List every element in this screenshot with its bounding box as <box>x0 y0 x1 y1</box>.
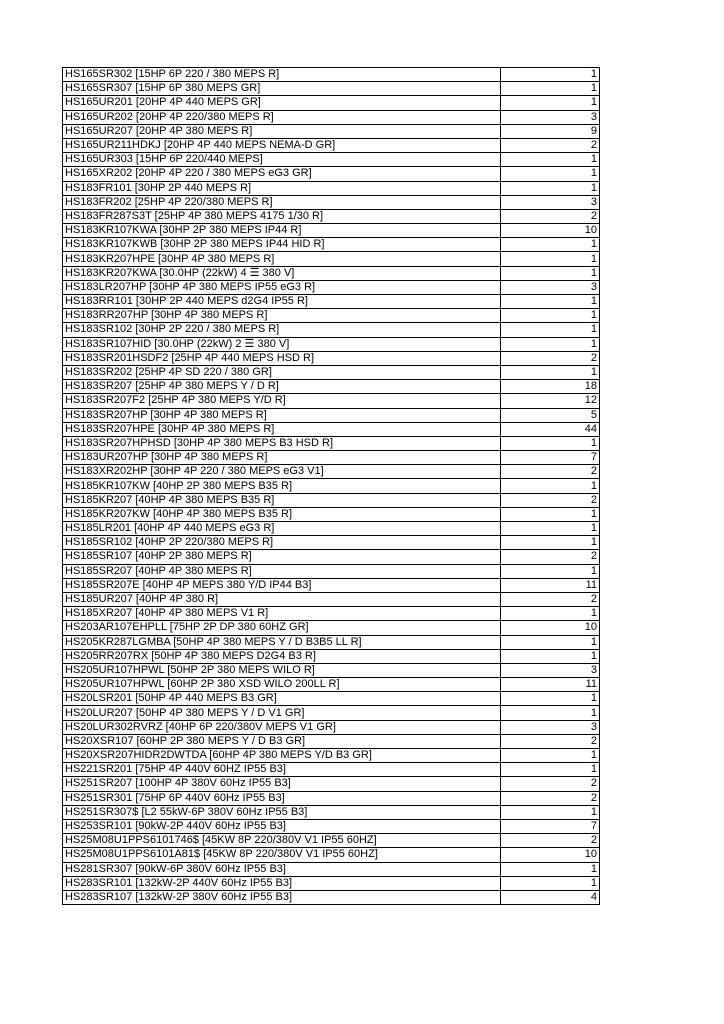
table-row <box>63 734 600 748</box>
item-description-cell: HS20XSR107 [60HP 2P 380 MEPS Y / D B3 GR] <box>63 734 501 748</box>
item-description-cell: HS251SR307$ [L2 55kW-6P 380V 60Hz IP55 B3] <box>63 805 501 819</box>
quantity-cell: 10 <box>501 621 600 635</box>
table-row <box>63 649 600 663</box>
table-row <box>63 68 600 82</box>
quantity-cell: 2 <box>501 493 600 507</box>
quantity-cell: 9 <box>501 124 600 138</box>
table-row <box>63 621 600 635</box>
item-description-cell: HS183SR207HPE [30HP 4P 380 MEPS R] <box>63 422 501 436</box>
table-row <box>63 309 600 323</box>
quantity-cell: 1 <box>501 82 600 96</box>
item-description-cell: HS183KR207HPE [30HP 4P 380 MEPS R] <box>63 252 501 266</box>
quantity-cell: 1 <box>501 805 600 819</box>
item-description-cell: HS183SR102 [30HP 2P 220 / 380 MEPS R] <box>63 323 501 337</box>
item-description-cell: HS183SR107HID [30.0HP (22kW) 2 ☰ 380 V] <box>63 337 501 351</box>
quantity-cell: 2 <box>501 791 600 805</box>
table-row <box>63 238 600 252</box>
item-description-cell: HS165UR207 [20HP 4P 380 MEPS R] <box>63 124 501 138</box>
quantity-cell: 1 <box>501 706 600 720</box>
quantity-cell: 2 <box>501 138 600 152</box>
quantity-cell: 1 <box>501 763 600 777</box>
quantity-cell: 12 <box>501 394 600 408</box>
item-description-cell: HS20LUR302RVRZ [40HP 6P 220/380V MEPS V1 GR] <box>63 720 501 734</box>
table-row <box>63 110 600 124</box>
item-description-cell: HS20XSR207HIDR2DWTDA [60HP 4P 380 MEPS Y/D B3 GR] <box>63 749 501 763</box>
quantity-cell: 1 <box>501 436 600 450</box>
table-row <box>63 408 600 422</box>
quantity-cell: 2 <box>501 351 600 365</box>
quantity-cell: 1 <box>501 876 600 890</box>
quantity-cell: 5 <box>501 408 600 422</box>
quantity-cell: 1 <box>501 337 600 351</box>
item-description-cell: HS183FR202 [25HP 4P 220/380 MEPS R] <box>63 195 501 209</box>
table-row <box>63 167 600 181</box>
table-row <box>63 96 600 110</box>
quantity-cell: 1 <box>501 68 600 82</box>
quantity-cell: 7 <box>501 451 600 465</box>
table-row <box>63 394 600 408</box>
item-description-cell: HS185SR207 [40HP 4P 380 MEPS R] <box>63 564 501 578</box>
table-row <box>63 550 600 564</box>
table-row <box>63 706 600 720</box>
table-row <box>63 451 600 465</box>
table-row <box>63 337 600 351</box>
table-row <box>63 153 600 167</box>
table-row <box>63 564 600 578</box>
table-row <box>63 124 600 138</box>
item-description-cell: HS183FR101 [30HP 2P 440 MEPS R] <box>63 181 501 195</box>
item-description-cell: HS283SR101 [132kW-2P 440V 60Hz IP55 B3] <box>63 876 501 890</box>
table-row <box>63 82 600 96</box>
quantity-cell: 1 <box>501 323 600 337</box>
quantity-cell: 1 <box>501 266 600 280</box>
quantity-cell: 1 <box>501 309 600 323</box>
quantity-cell: 11 <box>501 678 600 692</box>
item-description-cell: HS205UR107HPWL [50HP 2P 380 MEPS WILO R] <box>63 663 501 677</box>
table-row <box>63 181 600 195</box>
item-description-cell: HS183SR202 [25HP 4P SD 220 / 380 GR] <box>63 365 501 379</box>
quantity-cell: 1 <box>501 181 600 195</box>
table-row <box>63 224 600 238</box>
quantity-cell: 3 <box>501 110 600 124</box>
item-description-cell: HS183KR107KWA [30HP 2P 380 MEPS IP44 R] <box>63 224 501 238</box>
item-description-cell: HS25M08U1PPS6101A81$ [45KW 8P 220/380V V1 IP55 60HZ] <box>63 848 501 862</box>
quantity-cell: 2 <box>501 209 600 223</box>
inventory-table-body <box>63 68 600 905</box>
quantity-cell: 2 <box>501 465 600 479</box>
quantity-cell: 4 <box>501 890 600 904</box>
table-row <box>63 635 600 649</box>
item-description-cell: HS251SR301 [75HP 6P 440V 60Hz IP55 B3] <box>63 791 501 805</box>
table-row <box>63 436 600 450</box>
item-description-cell: HS165UR202 [20HP 4P 220/380 MEPS R] <box>63 110 501 124</box>
table-row <box>63 848 600 862</box>
quantity-cell: 18 <box>501 380 600 394</box>
quantity-cell: 1 <box>501 365 600 379</box>
table-row <box>63 252 600 266</box>
table-row <box>63 507 600 521</box>
table-row <box>63 323 600 337</box>
item-description-cell: HS183SR207F2 [25HP 4P 380 MEPS Y/D R] <box>63 394 501 408</box>
item-description-cell: HS185UR207 [40HP 4P 380 R] <box>63 592 501 606</box>
table-row <box>63 805 600 819</box>
table-row <box>63 351 600 365</box>
table-row <box>63 777 600 791</box>
table-row <box>63 493 600 507</box>
quantity-cell: 1 <box>501 692 600 706</box>
quantity-cell: 3 <box>501 195 600 209</box>
table-row <box>63 422 600 436</box>
table-row <box>63 749 600 763</box>
item-description-cell: HS183LR207HP [30HP 4P 380 MEPS IP55 eG3 R] <box>63 280 501 294</box>
table-row <box>63 138 600 152</box>
inventory-table <box>62 67 600 905</box>
table-row <box>63 819 600 833</box>
item-description-cell: HS183RR101 [30HP 2P 440 MEPS d2G4 IP55 R] <box>63 295 501 309</box>
quantity-cell: 1 <box>501 536 600 550</box>
item-description-cell: HS221SR201 [75HP 4P 440V 60HZ IP55 B3] <box>63 763 501 777</box>
item-description-cell: HS183SR201HSDF2 [25HP 4P 440 MEPS HSD R] <box>63 351 501 365</box>
item-description-cell: HS281SR307 [90kW-6P 380V 60Hz IP55 B3] <box>63 862 501 876</box>
item-description-cell: HS205UR107HPWL [60HP 2P 380 XSD WILO 200LL R] <box>63 678 501 692</box>
quantity-cell: 1 <box>501 749 600 763</box>
item-description-cell: HS283SR107 [132kW-2P 380V 60Hz IP55 B3] <box>63 890 501 904</box>
item-description-cell: HS165UR211HDKJ [20HP 4P 440 MEPS NEMA-D GR] <box>63 138 501 152</box>
item-description-cell: HS185LR201 [40HP 4P 440 MEPS eG3 R] <box>63 522 501 536</box>
quantity-cell: 1 <box>501 607 600 621</box>
table-row <box>63 791 600 805</box>
quantity-cell: 1 <box>501 522 600 536</box>
quantity-cell: 1 <box>501 252 600 266</box>
item-description-cell: HS205KR287LGMBA [50HP 4P 380 MEPS Y / D B3B5 LL R] <box>63 635 501 649</box>
quantity-cell: 2 <box>501 777 600 791</box>
quantity-cell: 10 <box>501 848 600 862</box>
quantity-cell: 10 <box>501 224 600 238</box>
quantity-cell: 1 <box>501 153 600 167</box>
quantity-cell: 2 <box>501 734 600 748</box>
item-description-cell: HS185KR107KW [40HP 2P 380 MEPS B35 R] <box>63 479 501 493</box>
table-row <box>63 834 600 848</box>
quantity-cell: 3 <box>501 280 600 294</box>
item-description-cell: HS185KR207 [40HP 4P 380 MEPS B35 R] <box>63 493 501 507</box>
quantity-cell: 1 <box>501 862 600 876</box>
table-row <box>63 890 600 904</box>
quantity-cell: 1 <box>501 96 600 110</box>
item-description-cell: HS185SR102 [40HP 2P 220/380 MEPS R] <box>63 536 501 550</box>
quantity-cell: 1 <box>501 649 600 663</box>
item-description-cell: HS203AR107EHPLL [75HP 2P DP 380 60HZ GR] <box>63 621 501 635</box>
item-description-cell: HS20LUR207 [50HP 4P 380 MEPS Y / D V1 GR] <box>63 706 501 720</box>
item-description-cell: HS165UR201 [20HP 4P 440 MEPS GR] <box>63 96 501 110</box>
quantity-cell: 3 <box>501 663 600 677</box>
item-description-cell: HS185SR107 [40HP 2P 380 MEPS R] <box>63 550 501 564</box>
table-row <box>63 365 600 379</box>
table-row <box>63 195 600 209</box>
quantity-cell: 11 <box>501 578 600 592</box>
quantity-cell: 3 <box>501 720 600 734</box>
quantity-cell: 2 <box>501 550 600 564</box>
quantity-cell: 1 <box>501 479 600 493</box>
item-description-cell: HS165SR302 [15HP 6P 220 / 380 MEPS R] <box>63 68 501 82</box>
table-row <box>63 465 600 479</box>
item-description-cell: HS183KR207KWA [30.0HP (22kW) 4 ☰ 380 V] <box>63 266 501 280</box>
quantity-cell: 2 <box>501 592 600 606</box>
item-description-cell: HS185XR207 [40HP 4P 380 MEPS V1 R] <box>63 607 501 621</box>
item-description-cell: HS165UR303 [15HP 6P 220/440 MEPS] <box>63 153 501 167</box>
item-description-cell: HS183SR207HP [30HP 4P 380 MEPS R] <box>63 408 501 422</box>
item-description-cell: HS185KR207KW [40HP 4P 380 MEPS B35 R] <box>63 507 501 521</box>
table-row <box>63 876 600 890</box>
quantity-cell: 1 <box>501 507 600 521</box>
item-description-cell: HS20LSR201 [50HP 4P 440 MEPS B3 GR] <box>63 692 501 706</box>
quantity-cell: 1 <box>501 167 600 181</box>
quantity-cell: 1 <box>501 295 600 309</box>
item-description-cell: HS183UR207HP [30HP 4P 380 MEPS R] <box>63 451 501 465</box>
item-description-cell: HS25M08U1PPS6101746$ [45KW 8P 220/380V V1 IP55 60HZ] <box>63 834 501 848</box>
table-row <box>63 266 600 280</box>
item-description-cell: HS205RR207RX [50HP 4P 380 MEPS D2G4 B3 R] <box>63 649 501 663</box>
table-row <box>63 607 600 621</box>
quantity-cell: 7 <box>501 819 600 833</box>
item-description-cell: HS251SR207 [100HP 4P 380V 60Hz IP55 B3] <box>63 777 501 791</box>
table-row <box>63 592 600 606</box>
table-row <box>63 280 600 294</box>
table-row <box>63 536 600 550</box>
table-row <box>63 862 600 876</box>
table-row <box>63 763 600 777</box>
item-description-cell: HS183FR287S3T [25HP 4P 380 MEPS 4175 1/30 R] <box>63 209 501 223</box>
table-row <box>63 678 600 692</box>
quantity-cell: 2 <box>501 834 600 848</box>
item-description-cell: HS183KR107KWB [30HP 2P 380 MEPS IP44 HID R] <box>63 238 501 252</box>
table-row <box>63 720 600 734</box>
table-row <box>63 380 600 394</box>
table-row <box>63 522 600 536</box>
quantity-cell: 1 <box>501 564 600 578</box>
table-row <box>63 663 600 677</box>
item-description-cell: HS185SR207E [40HP 4P MEPS 380 Y/D IP44 B3] <box>63 578 501 592</box>
item-description-cell: HS165SR307 [15HP 6P 380 MEPS GR] <box>63 82 501 96</box>
quantity-cell: 1 <box>501 635 600 649</box>
item-description-cell: HS165XR202 [20HP 4P 220 / 380 MEPS eG3 GR] <box>63 167 501 181</box>
quantity-cell: 1 <box>501 238 600 252</box>
quantity-cell: 44 <box>501 422 600 436</box>
item-description-cell: HS183XR202HP [30HP 4P 220 / 380 MEPS eG3 V1] <box>63 465 501 479</box>
table-row <box>63 479 600 493</box>
table-row <box>63 692 600 706</box>
table-row <box>63 578 600 592</box>
item-description-cell: HS183RR207HP [30HP 4P 380 MEPS R] <box>63 309 501 323</box>
item-description-cell: HS183SR207HPHSD [30HP 4P 380 MEPS B3 HSD R] <box>63 436 501 450</box>
table-row <box>63 209 600 223</box>
table-row <box>63 295 600 309</box>
item-description-cell: HS253SR101 [90kW-2P 440V 60Hz IP55 B3] <box>63 819 501 833</box>
item-description-cell: HS183SR207 [25HP 4P 380 MEPS Y / D R] <box>63 380 501 394</box>
